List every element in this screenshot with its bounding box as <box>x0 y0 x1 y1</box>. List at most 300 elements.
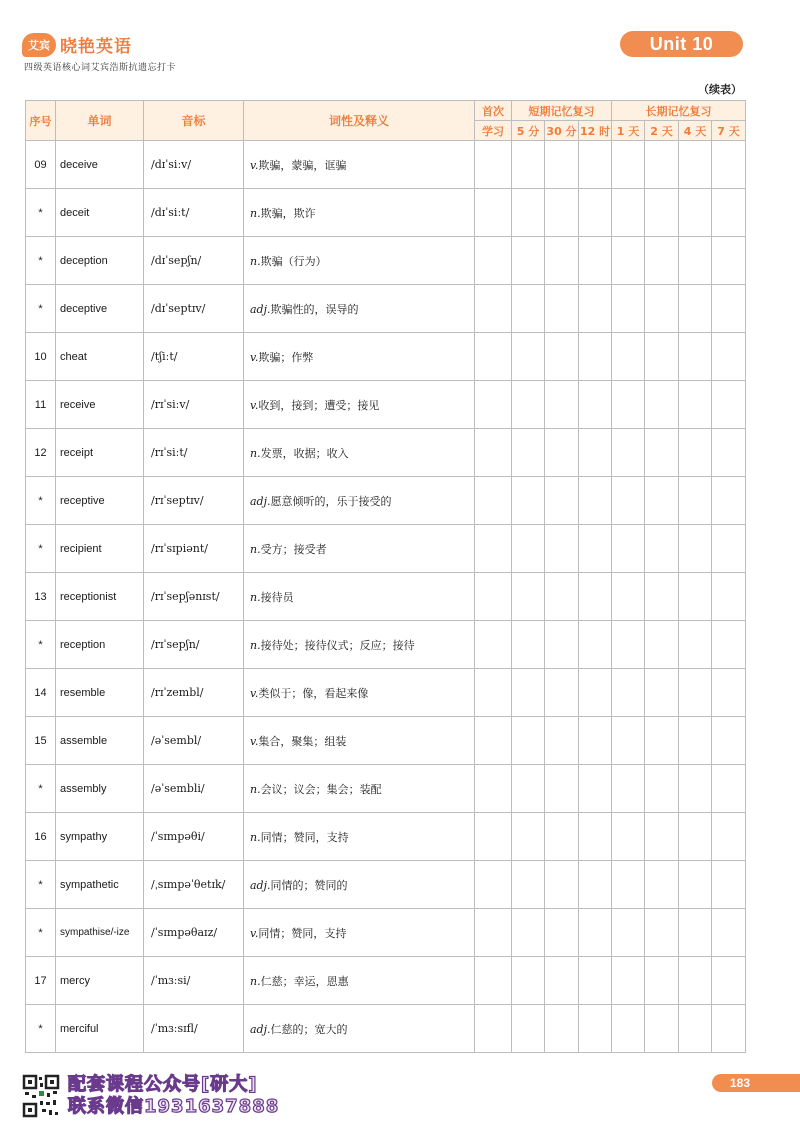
phonetic-cell: /dɪˈsiːt/ <box>144 189 244 237</box>
definition-cell <box>244 621 475 669</box>
review-1day-checkbox <box>612 1005 645 1053</box>
long-col-header: 2 天 <box>645 121 679 141</box>
phonetic-cell: /rɪˈsepʃn/ <box>144 621 244 669</box>
review-30min-checkbox <box>545 1005 579 1053</box>
review-4day-checkbox <box>679 141 712 189</box>
table-row <box>26 285 746 333</box>
review-30min-checkbox <box>545 909 579 957</box>
review-7day-checkbox <box>712 573 746 621</box>
review-4day-checkbox <box>679 573 712 621</box>
review-2day-checkbox <box>645 717 679 765</box>
table-row <box>26 717 746 765</box>
phonetic-cell: /rɪˈsiːv/ <box>144 381 244 429</box>
review-1day-checkbox <box>612 765 645 813</box>
definition-cell <box>244 861 475 909</box>
review-7day-checkbox <box>712 237 746 285</box>
row-number: * <box>26 237 56 285</box>
review-4day-checkbox <box>679 621 712 669</box>
first-study-checkbox <box>475 477 512 525</box>
review-7day-checkbox <box>712 477 746 525</box>
review-12h-checkbox <box>579 141 612 189</box>
word-cell: merciful <box>56 1005 144 1053</box>
table-row <box>26 429 746 477</box>
phonetic-cell: /ˈmɜːsi/ <box>144 957 244 1005</box>
word-cell: deceit <box>56 189 144 237</box>
first-study-checkbox <box>475 237 512 285</box>
short-col-header: 5 分 <box>512 121 545 141</box>
row-number: * <box>26 525 56 573</box>
first-study-checkbox <box>475 381 512 429</box>
review-12h-checkbox <box>579 1005 612 1053</box>
first-study-checkbox <box>475 909 512 957</box>
meaning: 会议；议会；集会；装配 <box>260 782 382 796</box>
word-cell: reception <box>56 621 144 669</box>
part-of-speech: n. <box>250 254 261 268</box>
vocabulary-table <box>25 100 746 1053</box>
part-of-speech: v. <box>250 158 259 172</box>
definition-cell <box>244 189 475 237</box>
part-of-speech: n. <box>250 206 261 220</box>
row-number: * <box>26 621 56 669</box>
review-5min-checkbox <box>512 813 545 861</box>
phonetic-cell: /rɪˈseptɪv/ <box>144 477 244 525</box>
meaning: 类似于；像，看起来像 <box>258 686 369 700</box>
review-30min-checkbox <box>545 189 579 237</box>
part-of-speech: v. <box>250 734 259 748</box>
review-2day-checkbox <box>645 861 679 909</box>
part-of-speech: n. <box>250 446 261 460</box>
review-7day-checkbox <box>712 429 746 477</box>
book-subtitle: 四级英语核心词艾宾浩斯抗遗忘打卡 <box>24 63 177 73</box>
review-1day-checkbox <box>612 621 645 669</box>
review-5min-checkbox <box>512 621 545 669</box>
phonetic-cell: /dɪˈsepʃn/ <box>144 237 244 285</box>
review-1day-checkbox <box>612 525 645 573</box>
row-number: * <box>26 1005 56 1053</box>
phonetic-cell: /dɪˈseptɪv/ <box>144 285 244 333</box>
definition-header: 词性及释义 <box>244 101 475 141</box>
review-4day-checkbox <box>679 1005 712 1053</box>
part-of-speech: n. <box>250 638 261 652</box>
review-2day-checkbox <box>645 477 679 525</box>
review-1day-checkbox <box>612 813 645 861</box>
definition-cell <box>244 909 475 957</box>
phonetic-cell: /ˈmɜːsɪfl/ <box>144 1005 244 1053</box>
word-cell: receptive <box>56 477 144 525</box>
row-number: * <box>26 189 56 237</box>
review-7day-checkbox <box>712 285 746 333</box>
word-cell: deception <box>56 237 144 285</box>
review-1day-checkbox <box>612 189 645 237</box>
meaning: 欺骗；作弊 <box>258 350 314 364</box>
review-5min-checkbox <box>512 765 545 813</box>
review-7day-checkbox <box>712 189 746 237</box>
first-study-checkbox <box>475 765 512 813</box>
word-cell: receipt <box>56 429 144 477</box>
review-12h-checkbox <box>579 477 612 525</box>
first-study-checkbox <box>475 189 512 237</box>
meaning: 集合，聚集；组装 <box>258 734 347 748</box>
definition-cell <box>244 573 475 621</box>
meaning: 欺骗性的，误导的 <box>270 302 359 316</box>
review-7day-checkbox <box>712 813 746 861</box>
first-study-checkbox <box>475 621 512 669</box>
word-cell: deceptive <box>56 285 144 333</box>
first-study-checkbox <box>475 333 512 381</box>
review-12h-checkbox <box>579 189 612 237</box>
review-4day-checkbox <box>679 909 712 957</box>
review-7day-checkbox <box>712 669 746 717</box>
review-30min-checkbox <box>545 285 579 333</box>
review-2day-checkbox <box>645 813 679 861</box>
definition-cell <box>244 1005 475 1053</box>
phonetic-cell: /ˌsɪmpəˈθetɪk/ <box>144 861 244 909</box>
row-number: * <box>26 765 56 813</box>
meaning: 欺骗，欺诈 <box>260 206 316 220</box>
review-4day-checkbox <box>679 237 712 285</box>
page-number: 183 <box>712 1074 800 1092</box>
review-4day-checkbox <box>679 285 712 333</box>
phonetic-header: 音标 <box>144 101 244 141</box>
row-number: * <box>26 477 56 525</box>
review-30min-checkbox <box>545 765 579 813</box>
table-row <box>26 813 746 861</box>
review-2day-checkbox <box>645 1005 679 1053</box>
word-cell: receive <box>56 381 144 429</box>
review-5min-checkbox <box>512 909 545 957</box>
review-5min-checkbox <box>512 477 545 525</box>
definition-cell <box>244 477 475 525</box>
short-col-header: 12 时 <box>579 121 612 141</box>
review-12h-checkbox <box>579 765 612 813</box>
long-col-header: 4 天 <box>679 121 712 141</box>
review-2day-checkbox <box>645 141 679 189</box>
first-study-header: 首次 <box>475 101 512 121</box>
review-2day-checkbox <box>645 621 679 669</box>
review-5min-checkbox <box>512 525 545 573</box>
meaning: 发票，收据；收入 <box>260 446 349 460</box>
phonetic-cell: /rɪˈsɪpiənt/ <box>144 525 244 573</box>
short-col-header: 30 分 <box>545 121 579 141</box>
definition-cell <box>244 813 475 861</box>
review-2day-checkbox <box>645 237 679 285</box>
review-5min-checkbox <box>512 381 545 429</box>
review-7day-checkbox <box>712 765 746 813</box>
meaning: 欺骗，蒙骗，诓骗 <box>258 158 347 172</box>
first-study-checkbox <box>475 429 512 477</box>
definition-cell <box>244 525 475 573</box>
review-1day-checkbox <box>612 141 645 189</box>
row-number: 12 <box>26 429 56 477</box>
phonetic-cell: /ˈsɪmpəθaɪz/ <box>144 909 244 957</box>
meaning: 仁慈；幸运，恩惠 <box>260 974 349 988</box>
review-30min-checkbox <box>545 717 579 765</box>
phonetic-cell: /əˈsembl/ <box>144 717 244 765</box>
index-header: 序号 <box>26 101 56 141</box>
review-30min-checkbox <box>545 141 579 189</box>
word-header: 单词 <box>56 101 144 141</box>
review-30min-checkbox <box>545 573 579 621</box>
review-7day-checkbox <box>712 717 746 765</box>
promo-line-2: 联系微信1931637888 <box>68 1096 280 1117</box>
word-cell: recipient <box>56 525 144 573</box>
definition-cell <box>244 285 475 333</box>
row-number: 09 <box>26 141 56 189</box>
review-4day-checkbox <box>679 813 712 861</box>
brand-logo: 艾宾 <box>22 33 56 57</box>
table-row <box>26 189 746 237</box>
review-5min-checkbox <box>512 717 545 765</box>
review-30min-checkbox <box>545 861 579 909</box>
meaning: 接待处；接待仪式；反应；接待 <box>260 638 415 652</box>
first-study-checkbox <box>475 1005 512 1053</box>
review-5min-checkbox <box>512 429 545 477</box>
review-30min-checkbox <box>545 429 579 477</box>
row-number: 16 <box>26 813 56 861</box>
review-7day-checkbox <box>712 621 746 669</box>
part-of-speech: n. <box>250 782 261 796</box>
review-30min-checkbox <box>545 669 579 717</box>
review-5min-checkbox <box>512 141 545 189</box>
meaning: 愿意倾听的，乐于接受的 <box>270 494 392 508</box>
review-7day-checkbox <box>712 141 746 189</box>
table-row <box>26 237 746 285</box>
review-30min-checkbox <box>545 621 579 669</box>
part-of-speech: v. <box>250 350 259 364</box>
review-7day-checkbox <box>712 1005 746 1053</box>
review-5min-checkbox <box>512 1005 545 1053</box>
table-row <box>26 381 746 429</box>
review-1day-checkbox <box>612 573 645 621</box>
review-4day-checkbox <box>679 669 712 717</box>
part-of-speech: adj. <box>250 302 271 316</box>
row-number: * <box>26 861 56 909</box>
first-study-checkbox <box>475 669 512 717</box>
first-study-header-bottom: 学习 <box>475 121 512 141</box>
meaning: 受方；接受者 <box>260 542 327 556</box>
review-1day-checkbox <box>612 285 645 333</box>
definition-cell <box>244 237 475 285</box>
meaning: 同情的；赞同的 <box>270 878 348 892</box>
continued-label: （续表） <box>698 83 742 96</box>
first-study-checkbox <box>475 957 512 1005</box>
review-2day-checkbox <box>645 381 679 429</box>
table-row <box>26 141 746 189</box>
first-study-checkbox <box>475 861 512 909</box>
first-study-checkbox <box>475 573 512 621</box>
review-4day-checkbox <box>679 765 712 813</box>
table-row <box>26 1005 746 1053</box>
review-12h-checkbox <box>579 525 612 573</box>
phonetic-cell: /əˈsembli/ <box>144 765 244 813</box>
review-5min-checkbox <box>512 669 545 717</box>
review-1day-checkbox <box>612 957 645 1005</box>
review-4day-checkbox <box>679 477 712 525</box>
review-12h-checkbox <box>579 381 612 429</box>
word-cell: sympathetic <box>56 861 144 909</box>
phonetic-cell: /rɪˈsepʃənɪst/ <box>144 573 244 621</box>
part-of-speech: v. <box>250 686 259 700</box>
review-12h-checkbox <box>579 237 612 285</box>
table-row <box>26 621 746 669</box>
meaning: 接待员 <box>260 590 294 604</box>
review-5min-checkbox <box>512 189 545 237</box>
review-7day-checkbox <box>712 333 746 381</box>
word-cell: assembly <box>56 765 144 813</box>
definition-cell <box>244 333 475 381</box>
row-number: * <box>26 285 56 333</box>
review-12h-checkbox <box>579 813 612 861</box>
review-4day-checkbox <box>679 861 712 909</box>
review-7day-checkbox <box>712 381 746 429</box>
review-2day-checkbox <box>645 333 679 381</box>
review-4day-checkbox <box>679 717 712 765</box>
review-1day-checkbox <box>612 669 645 717</box>
review-2day-checkbox <box>645 285 679 333</box>
review-5min-checkbox <box>512 285 545 333</box>
review-4day-checkbox <box>679 333 712 381</box>
table-row <box>26 477 746 525</box>
review-7day-checkbox <box>712 861 746 909</box>
review-1day-checkbox <box>612 429 645 477</box>
word-cell: receptionist <box>56 573 144 621</box>
review-30min-checkbox <box>545 813 579 861</box>
review-30min-checkbox <box>545 333 579 381</box>
review-2day-checkbox <box>645 429 679 477</box>
review-12h-checkbox <box>579 621 612 669</box>
row-number: * <box>26 909 56 957</box>
row-number: 11 <box>26 381 56 429</box>
definition-cell <box>244 717 475 765</box>
meaning: 收到，接到；遭受；接见 <box>258 398 380 412</box>
review-5min-checkbox <box>512 573 545 621</box>
meaning: 同情；赞同，支持 <box>260 830 349 844</box>
table-row <box>26 573 746 621</box>
review-7day-checkbox <box>712 957 746 1005</box>
table-row <box>26 861 746 909</box>
meaning: 欺骗（行为） <box>260 254 327 268</box>
review-1day-checkbox <box>612 909 645 957</box>
review-2day-checkbox <box>645 765 679 813</box>
word-cell: sympathy <box>56 813 144 861</box>
review-5min-checkbox <box>512 237 545 285</box>
review-12h-checkbox <box>579 429 612 477</box>
row-number: 10 <box>26 333 56 381</box>
brand <box>22 32 132 57</box>
part-of-speech: adj. <box>250 878 271 892</box>
review-1day-checkbox <box>612 381 645 429</box>
table-row <box>26 333 746 381</box>
review-30min-checkbox <box>545 525 579 573</box>
brand-name: 晓艳英语 <box>60 37 132 57</box>
row-number: 14 <box>26 669 56 717</box>
review-1day-checkbox <box>612 861 645 909</box>
review-30min-checkbox <box>545 477 579 525</box>
part-of-speech: n. <box>250 974 261 988</box>
review-30min-checkbox <box>545 957 579 1005</box>
review-2day-checkbox <box>645 525 679 573</box>
word-cell: sympathise/-ize <box>56 909 144 957</box>
review-7day-checkbox <box>712 909 746 957</box>
review-1day-checkbox <box>612 477 645 525</box>
review-12h-checkbox <box>579 717 612 765</box>
word-cell: mercy <box>56 957 144 1005</box>
definition-cell <box>244 381 475 429</box>
review-4day-checkbox <box>679 429 712 477</box>
definition-cell <box>244 765 475 813</box>
review-12h-checkbox <box>579 333 612 381</box>
part-of-speech: v. <box>250 398 259 412</box>
part-of-speech: n. <box>250 542 261 556</box>
table-row <box>26 765 746 813</box>
row-number: 15 <box>26 717 56 765</box>
part-of-speech: n. <box>250 830 261 844</box>
first-study-checkbox <box>475 717 512 765</box>
phonetic-cell: /tʃiːt/ <box>144 333 244 381</box>
word-cell: assemble <box>56 717 144 765</box>
review-1day-checkbox <box>612 237 645 285</box>
first-study-checkbox <box>475 813 512 861</box>
table-row <box>26 957 746 1005</box>
long-col-header: 1 天 <box>612 121 645 141</box>
review-12h-checkbox <box>579 861 612 909</box>
review-5min-checkbox <box>512 957 545 1005</box>
review-2day-checkbox <box>645 573 679 621</box>
review-2day-checkbox <box>645 669 679 717</box>
word-cell: resemble <box>56 669 144 717</box>
short-term-header: 短期记忆复习 <box>512 101 612 121</box>
long-term-header: 长期记忆复习 <box>612 101 746 121</box>
unit-badge: Unit 10 <box>620 31 743 57</box>
part-of-speech: adj. <box>250 1022 271 1036</box>
review-4day-checkbox <box>679 381 712 429</box>
table-row <box>26 669 746 717</box>
definition-cell <box>244 429 475 477</box>
promo-line-1: 配套课程公众号[研大] <box>68 1074 258 1095</box>
phonetic-cell: /dɪˈsiːv/ <box>144 141 244 189</box>
promo-text <box>68 1074 279 1118</box>
review-12h-checkbox <box>579 285 612 333</box>
review-1day-checkbox <box>612 717 645 765</box>
row-number: 13 <box>26 573 56 621</box>
review-1day-checkbox <box>612 333 645 381</box>
review-5min-checkbox <box>512 861 545 909</box>
definition-cell <box>244 669 475 717</box>
definition-cell <box>244 141 475 189</box>
row-number: 17 <box>26 957 56 1005</box>
review-12h-checkbox <box>579 957 612 1005</box>
review-4day-checkbox <box>679 525 712 573</box>
vocabulary-rows <box>26 141 746 1053</box>
review-2day-checkbox <box>645 909 679 957</box>
review-12h-checkbox <box>579 573 612 621</box>
part-of-speech: n. <box>250 590 261 604</box>
part-of-speech: v. <box>250 926 259 940</box>
qr-code-icon <box>22 1074 60 1118</box>
review-2day-checkbox <box>645 957 679 1005</box>
review-2day-checkbox <box>645 189 679 237</box>
meaning: 仁慈的；宽大的 <box>270 1022 348 1036</box>
part-of-speech: adj. <box>250 494 271 508</box>
phonetic-cell: /rɪˈsiːt/ <box>144 429 244 477</box>
table-row <box>26 525 746 573</box>
review-4day-checkbox <box>679 957 712 1005</box>
review-12h-checkbox <box>579 909 612 957</box>
table-row <box>26 909 746 957</box>
long-col-header: 7 天 <box>712 121 746 141</box>
review-30min-checkbox <box>545 381 579 429</box>
review-4day-checkbox <box>679 189 712 237</box>
